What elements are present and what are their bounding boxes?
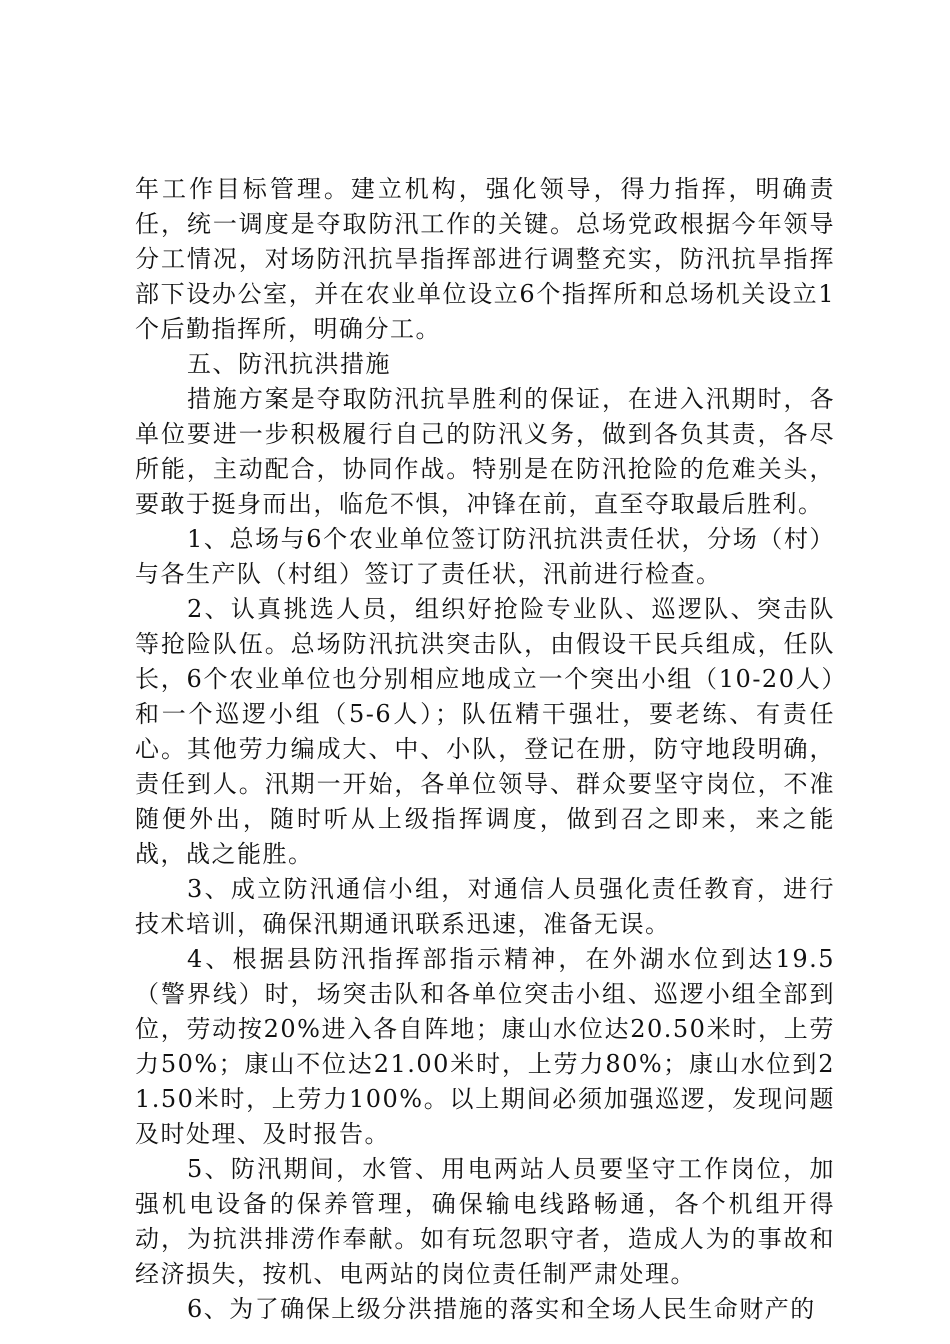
section-heading: 五、防汛抗洪措施	[187, 350, 391, 378]
document-body	[135, 172, 835, 1327]
list-item-6: 6、为了确保上级分洪措施的落实和全场人民生命财产的	[187, 1295, 816, 1323]
list-item-2: 2、认真挑选人员，组织好抢险专业队、巡逻队、突击队等抢险队伍。总场防汛抗洪突击队，由假设干民兵组成，任队长，6个农业单位也分别相应地成立一个突出小组（10-20人）和一个巡逻小组（5-6人）；队伍精干强壮，要老练、有责任心。其他劳力编成大、中、小队，登记在册，防守地段明确，责任到人。汛期一开始，各单位领导、群众要坚守岗位，不准随便外出，随时听从上级指挥调度，做到召之即来，来之能战，战之能胜。	[135, 595, 835, 868]
list-item-1: 1、总场与6个农业单位签订防汛抗洪责任状，分场（村）与各生产队（村组）签订了责任状，汛前进行检查。	[135, 525, 835, 588]
list-item-5: 5、防汛期间，水管、用电两站人员要坚守工作岗位，加强机电设备的保养管理，确保输电线路畅通，各个机组开得动，为抗洪排涝作奉献。如有玩忽职守者，造成人为的事故和经济损失，按机、电两站的岗位责任制严肃处理。	[135, 1155, 835, 1288]
list-item-3: 3、成立防汛通信小组，对通信人员强化责任教育，进行技术培训，确保汛期通讯联系迅速，准备无误。	[135, 875, 835, 938]
list-item-4: 4、根据县防汛指挥部指示精神，在外湖水位到达19.5（警界线）时，场突击队和各单位突击小组、巡逻小组全部到位，劳动按20%进入各自阵地；康山水位达20.50米时，上劳力50%；康山不位达21.00米时，上劳力80%；康山水位到21.50米时，上劳力100%。以上期间必须加强巡逻，发现问题及时处理、及时报告。	[135, 945, 835, 1148]
paragraph-continuation: 年工作目标管理。建立机构，强化领导，得力指挥，明确责任，统一调度是夺取防汛工作的关键。总场党政根据今年领导分工情况，对场防汛抗旱指挥部进行调整充实，防汛抗旱指挥部下设办公室，并在农业单位设立6个指挥所和总场机关设立1个后勤指挥所，明确分工。	[135, 175, 835, 343]
paragraph-intro: 措施方案是夺取防汛抗旱胜利的保证，在进入汛期时，各单位要进一步积极履行自己的防汛义务，做到各负其责，各尽所能，主动配合，协同作战。特别是在防汛抢险的危难关头，要敢于挺身而出，临危不惧，冲锋在前，直至夺取最后胜利。	[135, 385, 835, 518]
